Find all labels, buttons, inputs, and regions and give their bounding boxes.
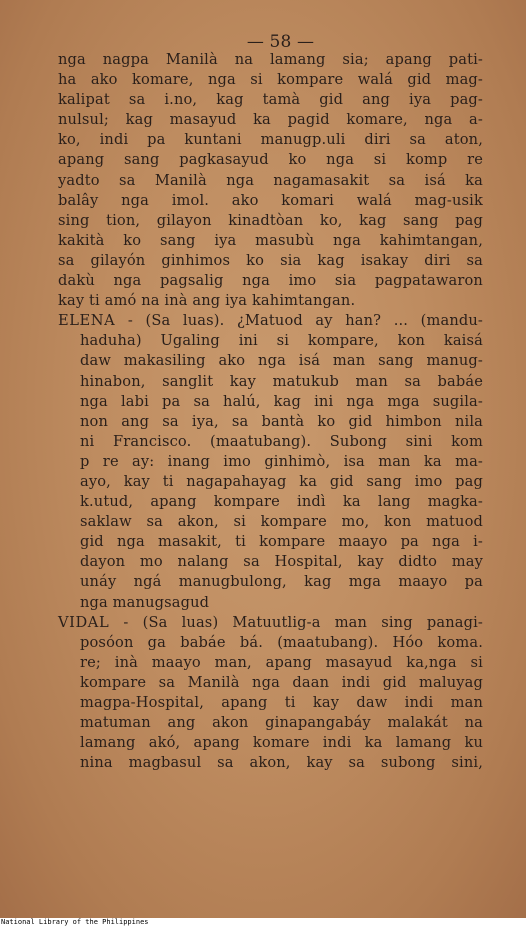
text-line: kalipat sa i.no, kag tamà gid ang iya pag-	[58, 91, 483, 109]
stage-direction: - (Sa luas) Matuutlig-a man sing panagi-	[109, 613, 483, 631]
text-line: daw makasiling ako nga isá man sang manug-	[80, 352, 483, 370]
text-line: saklaw sa akon, si kompare mo, kon matuod	[80, 513, 483, 531]
text-line: matuman ang akon ginapangabáy malakát na	[80, 714, 483, 732]
speaker-name: VIDAL	[58, 613, 110, 631]
text-line: posóon ga babáe bá. (maatubang). Hóo koma.	[80, 633, 483, 651]
paragraph-1	[58, 50, 483, 311]
speaker-line	[58, 311, 483, 331]
text-line: kompare sa Manilà nga daan indi gid maluyag	[80, 673, 483, 691]
text-line: dakù nga pagsalig nga imo sia pagpatawaron	[58, 272, 483, 290]
text-line: kay ti amó na inà ang iya kahimtangan.	[58, 292, 356, 310]
text-line: apang sang pagkasayud ko nga si komp re	[58, 151, 483, 169]
speaker-name: ELENA	[58, 312, 116, 330]
text-line: lamang akó, apang komare indi ka lamang ku	[80, 734, 483, 752]
text-line: ha ako komare, nga si kompare walá gid mag-	[58, 71, 483, 89]
speaker-line	[58, 613, 483, 633]
text-line: nga labi pa sa halú, kag ini nga mga sugila-	[80, 392, 483, 410]
text-line: haduha) Ugaling ini si kompare, kon kaisá	[80, 332, 483, 350]
text-line: nina magbasul sa akon, kay sa subong sini,	[80, 754, 483, 772]
text-line: sa gilayón ginhimos ko sia kag isakay diri sa	[58, 251, 483, 269]
text-line: dayon mo nalang sa Hospital, kay didto may	[80, 553, 483, 571]
paragraph-elena	[58, 311, 483, 612]
text-line: nulsul; kag masayud ka pagid komare, nga a-	[58, 111, 483, 129]
text-line: balây nga imol. ako komari walá mag-usik	[58, 191, 483, 209]
text-line: ayo, kay ti nagapahayag ka gid sang imo pag	[80, 472, 483, 490]
text-line: unáy ngá manugbulong, kag mga maayo pa	[80, 573, 483, 591]
text-line: k.utud, apang kompare indì ka lang magka-	[80, 493, 483, 511]
text-line: p re ay: inang imo ginhimò, isa man ka ma-	[80, 452, 483, 470]
page-text	[58, 30, 483, 773]
text-line: nga manugsagud	[80, 593, 210, 611]
text-line: gid nga masakit, ti kompare maayo pa nga i-	[80, 533, 483, 551]
stage-direction: - (Sa luas). ¿Matuod ay han? ... (mandu-	[115, 312, 483, 330]
text-line: yadto sa Manilà nga nagamasakit sa isá ka	[58, 171, 483, 189]
text-line: sing tion, gilayon kinadtòan ko, kag sang pag	[58, 211, 483, 229]
text-line: ko, indi pa kuntani manugp.uli diri sa aton,	[58, 131, 483, 149]
text-line: ni Francisco. (maatubang). Subong sini kom	[80, 432, 483, 450]
text-line: re; inà maayo man, apang masayud ka,nga si	[80, 653, 483, 671]
library-footer: National Library of the Philippines	[0, 918, 526, 927]
text-line: hinabon, sanglit kay matukub man sa babáe	[80, 372, 483, 390]
text-line: kakità ko sang iya masubù nga kahimtangan,	[58, 231, 483, 249]
page-number: — 58 —	[246, 32, 315, 52]
paragraph-vidal	[58, 613, 483, 774]
text-line: nga nagpa Manilà na lamang sia; apang pati-	[58, 51, 483, 68]
text-line: non ang sa iya, sa bantà ko gid himbon nila	[80, 412, 483, 430]
text-line: magpa-Hospital, apang ti kay daw indi man	[80, 694, 483, 711]
